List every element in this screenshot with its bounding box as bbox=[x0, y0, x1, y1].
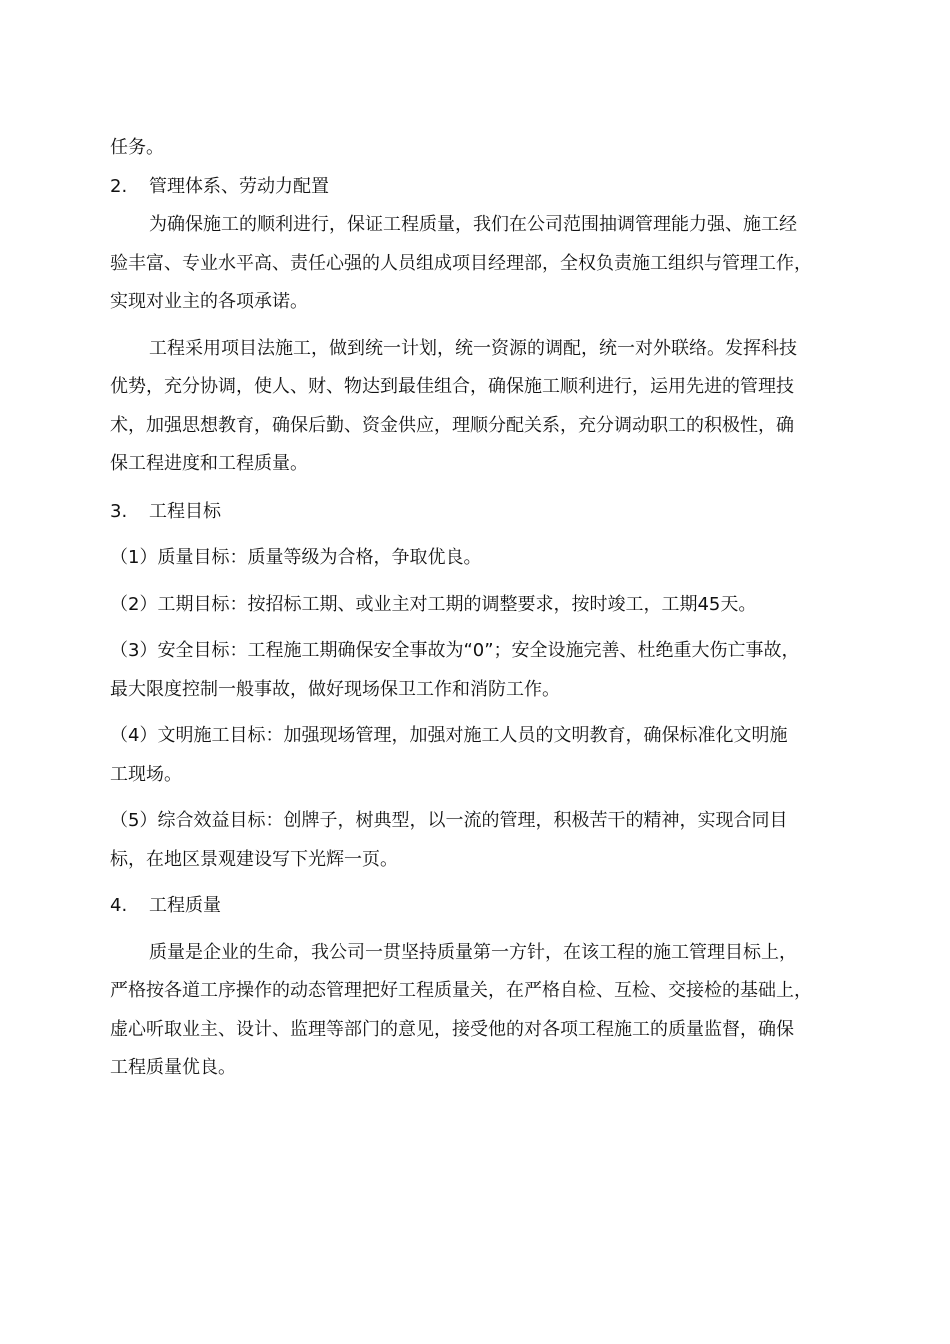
paragraph-management bbox=[110, 206, 845, 322]
paragraph-line: 实现对业主的各项承诺。 bbox=[110, 291, 308, 312]
section-number: 4. bbox=[110, 895, 128, 916]
paragraph-line: 质量是企业的生命，我公司一贯坚持质量第一方针，在该工程的施工管理目标上， bbox=[149, 941, 797, 963]
paragraph-line: 最大限度控制一般事故，做好现场保卫工作和消防工作。 bbox=[110, 678, 560, 700]
section-title: 工程目标 bbox=[149, 500, 221, 522]
goal-quality: （1）质量目标：质量等级为合格，争取优良。 bbox=[110, 547, 482, 568]
paragraph-line: 虚心听取业主、设计、监理等部门的意见，接受他的对各项工程施工的质量监督，确保 bbox=[110, 1018, 794, 1040]
section-number: 2. bbox=[110, 175, 128, 197]
section-title: 管理体系、劳动力配置 bbox=[149, 175, 329, 197]
goal-civilized-construction bbox=[110, 717, 845, 794]
paragraph-continuation: 任务。 bbox=[110, 137, 164, 158]
section-heading-2 bbox=[110, 168, 845, 207]
paragraph-line: （3）安全目标：工程施工期确保安全事故为“0”；安全设施完善、杜绝重大伤亡事故， bbox=[110, 640, 800, 661]
paragraph-line: 工程质量优良。 bbox=[110, 1057, 236, 1078]
paragraph-line: （4）文明施工目标：加强现场管理，加强对施工人员的文明教育，确保标准化文明施 bbox=[110, 725, 788, 746]
goal-schedule: （2）工期目标：按招标工期、或业主对工期的调整要求，按时竣工，工期45天。 bbox=[110, 593, 757, 615]
paragraph-line: 保工程进度和工程质量。 bbox=[110, 453, 308, 474]
paragraph-line: 验丰富、专业水平高、责任心强的人员组成项目经理部，全权负责施工组织与管理工作， bbox=[110, 252, 812, 274]
document-body bbox=[110, 129, 845, 1088]
goal-safety bbox=[110, 632, 845, 709]
goal-comprehensive-benefit bbox=[110, 802, 845, 879]
section-number: 3. bbox=[110, 500, 128, 522]
paragraph-line: 优势，充分协调，使人、财、物达到最佳组合，确保施工顺利进行，运用先进的管理技 bbox=[110, 376, 794, 397]
section-heading-3 bbox=[110, 493, 845, 532]
paragraph-quality bbox=[110, 934, 845, 1088]
section-title: 工程质量 bbox=[149, 895, 221, 916]
paragraph-line: 严格按各道工序操作的动态管理把好工程质量关，在严格自检、互检、交接检的基础上， bbox=[110, 980, 812, 1001]
paragraph-line: 工现场。 bbox=[110, 763, 182, 785]
paragraph-line: 标，在地区景观建设写下光辉一页。 bbox=[110, 848, 398, 870]
paragraph-line: 工程采用项目法施工，做到统一计划，统一资源的调配，统一对外联络。发挥科技 bbox=[149, 337, 797, 359]
paragraph-line: （5）综合效益目标：创牌子，树典型，以一流的管理，积极苦干的精神，实现合同目 bbox=[110, 810, 788, 831]
section-heading-4 bbox=[110, 887, 845, 926]
paragraph-line: 术，加强思想教育，确保后勤、资金供应，理顺分配关系，充分调动职工的积极性，确 bbox=[110, 414, 794, 436]
paragraph-project-method bbox=[110, 330, 845, 484]
paragraph-line: 为确保施工的顺利进行，保证工程质量，我们在公司范围抽调管理能力强、施工经 bbox=[149, 214, 797, 235]
